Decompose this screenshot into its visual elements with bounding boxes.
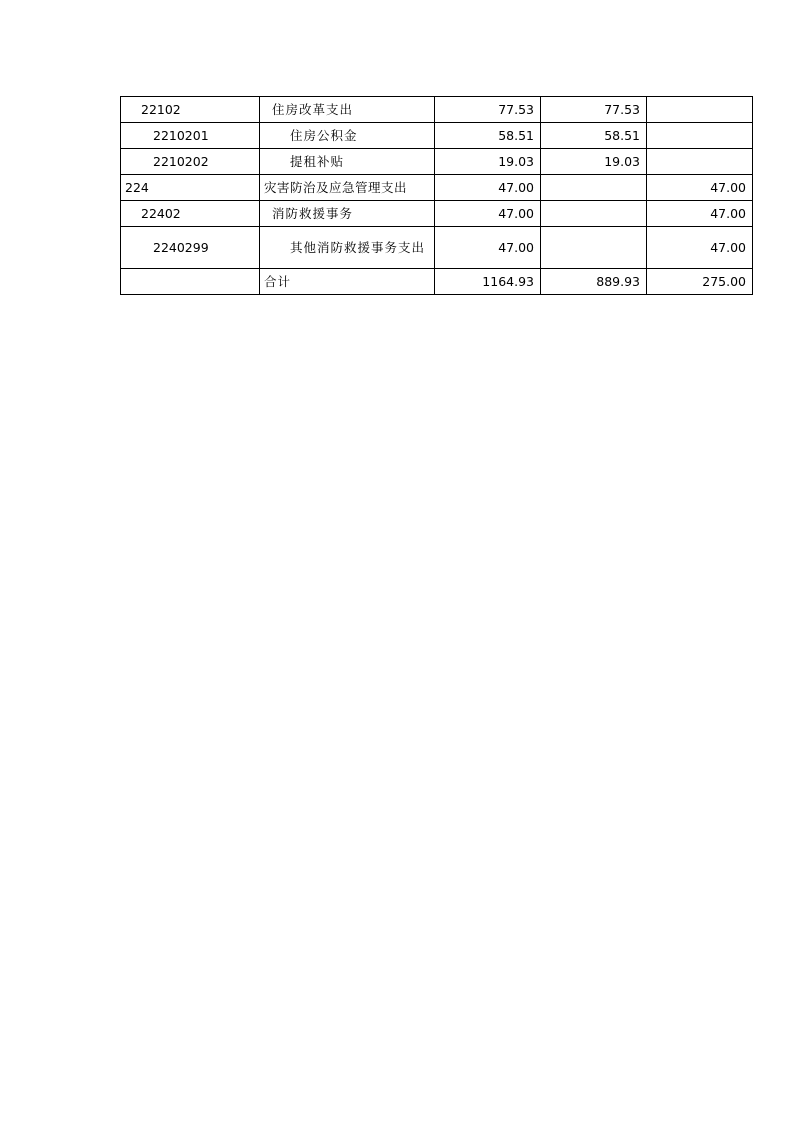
basic-amount: 889.93 <box>541 269 647 295</box>
subject-code: 22102 <box>121 97 260 123</box>
project-amount <box>647 123 753 149</box>
total-amount: 47.00 <box>435 201 541 227</box>
subject-code: 2240299 <box>121 227 260 269</box>
budget-table <box>120 96 753 295</box>
basic-amount: 58.51 <box>541 123 647 149</box>
total-amount: 58.51 <box>435 123 541 149</box>
table-row <box>121 149 753 175</box>
subject-code: 2210201 <box>121 123 260 149</box>
subject-name: 消防救援事务 <box>272 206 354 221</box>
subject-code: 2210202 <box>121 149 260 175</box>
basic-amount: 19.03 <box>541 149 647 175</box>
subject-name-cell <box>260 123 435 149</box>
subject-name: 住房公积金 <box>290 128 358 143</box>
total-amount: 19.03 <box>435 149 541 175</box>
subject-name: 其他消防救援事务支出 <box>290 240 426 255</box>
subject-name-cell <box>260 149 435 175</box>
table-row <box>121 123 753 149</box>
subject-code: 22402 <box>121 201 260 227</box>
total-label: 合计 <box>264 274 292 289</box>
project-amount: 47.00 <box>647 175 753 201</box>
basic-amount <box>541 227 647 269</box>
total-amount: 77.53 <box>435 97 541 123</box>
project-amount: 47.00 <box>647 227 753 269</box>
total-amount: 1164.93 <box>435 269 541 295</box>
table-row <box>121 227 753 269</box>
table-row <box>121 201 753 227</box>
project-amount: 47.00 <box>647 201 753 227</box>
table-row <box>121 97 753 123</box>
table-row <box>121 175 753 201</box>
subject-name-cell <box>260 97 435 123</box>
subject-code <box>121 269 260 295</box>
subject-name-cell <box>260 201 435 227</box>
total-amount: 47.00 <box>435 175 541 201</box>
project-amount: 275.00 <box>647 269 753 295</box>
basic-amount <box>541 175 647 201</box>
subject-name: 提租补贴 <box>290 154 345 169</box>
total-amount: 47.00 <box>435 227 541 269</box>
basic-amount: 77.53 <box>541 97 647 123</box>
project-amount <box>647 149 753 175</box>
subject-name: 灾害防治及应急管理支出 <box>264 180 408 195</box>
project-amount <box>647 97 753 123</box>
subject-name: 住房改革支出 <box>272 102 354 117</box>
subject-name-cell <box>260 269 435 295</box>
table-row-total <box>121 269 753 295</box>
basic-amount <box>541 201 647 227</box>
subject-name-cell <box>260 175 435 201</box>
subject-name-cell <box>260 227 435 269</box>
subject-code: 224 <box>121 175 260 201</box>
